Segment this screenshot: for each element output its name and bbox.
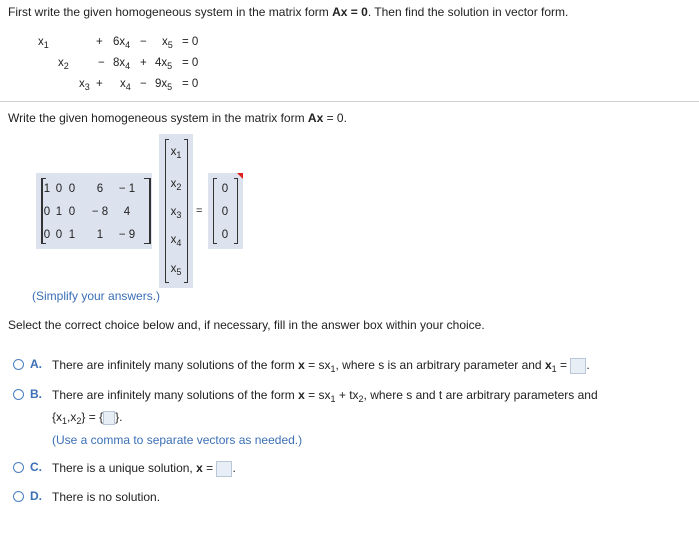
- matrix-a-cell: 1: [68, 229, 76, 241]
- intro-bold-form: Ax = 0: [332, 5, 368, 19]
- eq1-term2: $6x_4$: [113, 36, 131, 50]
- eq2-term3: $4x_5$: [155, 57, 173, 71]
- matrix-prompt: [8, 111, 347, 125]
- matrix-a-cell: 0: [55, 183, 63, 195]
- choice-b-text[interactable]: There are infinitely many solutions of the form $x = sx_1 + tx_2$, where s and t are arbitrary parameters and: [52, 388, 598, 404]
- matrix-a-cell: 1: [96, 229, 104, 241]
- vector-x-entry: $x_5$: [170, 263, 182, 277]
- eq2-rhs: = 0: [182, 57, 199, 69]
- matrix-a-cell: − 9: [118, 229, 136, 241]
- matrix-a-cell: 1: [43, 183, 51, 195]
- choice-a-letter: A.: [30, 357, 42, 371]
- zero-vector-entry: 0: [221, 183, 229, 195]
- intro-text-end: . Then find the solution in vector form.: [367, 5, 569, 19]
- matrix-a-cell: 0: [68, 206, 76, 218]
- eq1-rhs: = 0: [182, 36, 199, 48]
- choice-d-radio[interactable]: [13, 491, 24, 502]
- choice-d-text[interactable]: There is no solution.: [52, 490, 161, 504]
- eq1-op2: −: [140, 36, 147, 48]
- matrix-prompt-end: = 0.: [323, 111, 347, 125]
- matrix-a-cell: 6: [96, 183, 104, 195]
- eq2-op1: −: [98, 57, 105, 69]
- matrix-a-cell: 0: [68, 183, 76, 195]
- select-prompt: Select the correct choice below and, if necessary, fill in the answer box within your choice.: [8, 318, 485, 332]
- choice-b-set-line: $\{x_1,x_2\}$ = { }.: [52, 410, 123, 426]
- choice-c-text[interactable]: There is a unique solution, x = .: [52, 461, 236, 476]
- eq3-term2: $x_4$: [120, 78, 131, 92]
- matrix-a-cell: 0: [55, 229, 63, 241]
- matrix-a-cell: 1: [55, 206, 63, 218]
- choice-a-answer-box[interactable]: [570, 358, 586, 374]
- choice-a-text[interactable]: There are infinitely many solutions of the form $x = sx_1$, where s is an arbitrary parameter and $x_1$ = .: [52, 358, 590, 375]
- choice-c-letter: C.: [30, 460, 42, 474]
- eq1-op1: +: [96, 36, 103, 48]
- choice-a-radio[interactable]: [13, 359, 24, 370]
- matrix-a-cell: 4: [123, 206, 131, 218]
- eq2-term1: $x_2$: [58, 57, 69, 71]
- zero-vector-entry: 0: [221, 229, 229, 241]
- eq3-term1: $x_3$: [79, 78, 90, 92]
- vector-x-entry: $x_3$: [170, 206, 182, 220]
- eq3-op2: −: [140, 78, 147, 90]
- choice-c-radio[interactable]: [13, 462, 24, 473]
- intro-text: [8, 5, 568, 19]
- incorrect-flag-icon: [237, 173, 243, 179]
- eq1-term1: $x_1$: [38, 36, 49, 50]
- matrix-a-cell: − 1: [118, 183, 136, 195]
- matrix-a-cell: 0: [43, 206, 51, 218]
- matrix-prompt-text: Write the given homogeneous system in the matrix form: [8, 111, 308, 125]
- simplify-note: (Simplify your answers.): [32, 289, 161, 303]
- eq3-term3: $9x_5$: [155, 78, 173, 92]
- matrix-equals-sign: =: [196, 205, 203, 217]
- choice-d-letter: D.: [30, 489, 42, 503]
- vector-x-entry: $x_1$: [170, 146, 182, 160]
- zero-vector-entry: 0: [221, 206, 229, 218]
- choice-b-radio[interactable]: [13, 389, 24, 400]
- eq2-op2: +: [140, 57, 147, 69]
- vector-x-entry: $x_2$: [170, 178, 182, 192]
- choice-c-answer-box[interactable]: [216, 461, 232, 477]
- eq3-op1: +: [96, 78, 103, 90]
- choice-b-letter: B.: [30, 387, 42, 401]
- divider: [0, 101, 699, 102]
- vector-x-entry: $x_4$: [170, 234, 182, 248]
- eq2-term2: $8x_4$: [113, 57, 131, 71]
- eq1-term3: $x_5$: [162, 36, 173, 50]
- choice-b-note: (Use a comma to separate vectors as needed.): [52, 433, 303, 447]
- choice-b-answer-box[interactable]: [103, 411, 115, 425]
- intro-text-part: First write the given homogeneous system in the matrix form: [8, 5, 333, 19]
- matrix-a-cell: 0: [43, 229, 51, 241]
- eq3-rhs: = 0: [182, 78, 199, 90]
- matrix-prompt-bold: Ax: [307, 111, 324, 125]
- matrix-a-cell: − 8: [91, 206, 109, 218]
